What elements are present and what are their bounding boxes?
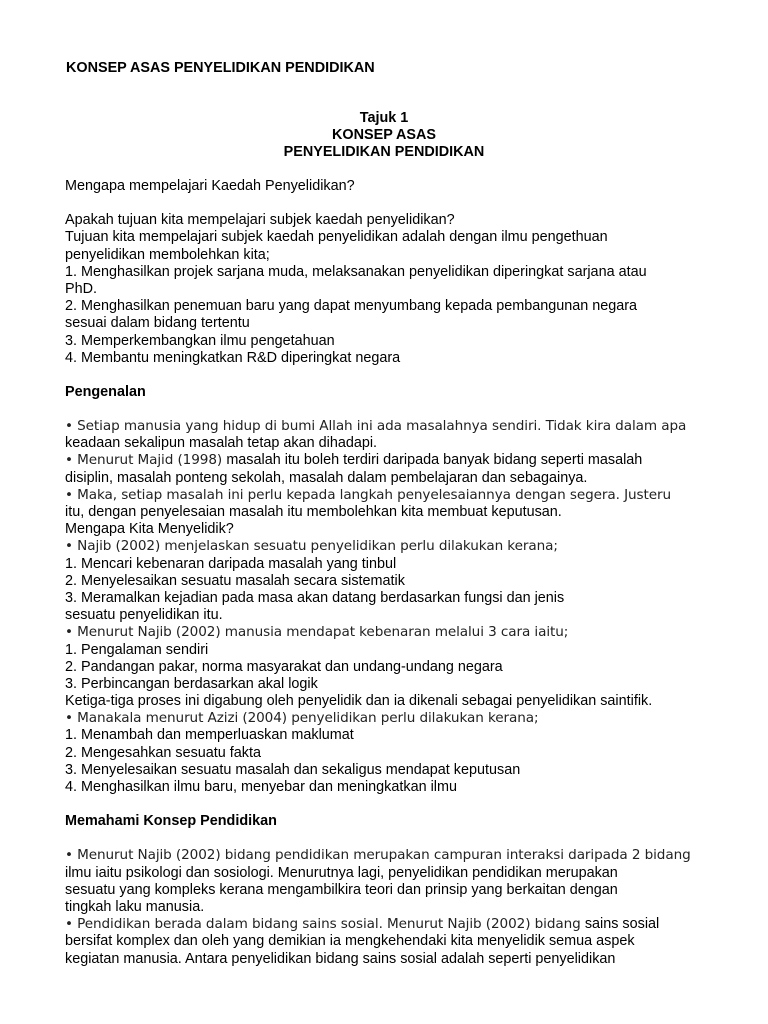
pengenalan-line-text: 1. Mencari kebenaran daripada masalah yang tinbul — [65, 555, 397, 572]
pengenalan-line — [65, 504, 715, 521]
pengenalan-line-text: 3. Perbincangan berdasarkan akal logik — [65, 675, 318, 692]
intro-line: sesuai dalam bidang tertentu — [65, 315, 250, 332]
memahami-line-text: tingkah laku manusia. — [65, 898, 205, 915]
intro-line: Tujuan kita mempelajari subjek kaedah penyelidikan adalah dengan ilmu pengethuan — [65, 229, 608, 246]
pengenalan-line — [65, 607, 715, 624]
intro-line: penyelidikan membolehkan kita; — [65, 246, 270, 263]
pengenalan-line-text: 3. Menyelesaikan sesuatu masalah dan sekaligus mendapat keputusan — [65, 761, 521, 778]
pengenalan-line-text: 3. Meramalkan kejadian pada masa akan datang berdasarkan fungsi dan jenis — [65, 589, 565, 606]
memahami-line — [65, 865, 715, 882]
pengenalan-line-text: 2. Pandangan pakar, norma masyarakat dan undang-undang negara — [65, 658, 503, 675]
pengenalan-line-lead-text: • Manakala menurut Azizi (2004) penyelidikan perlu dilakukan kerana; — [65, 710, 539, 727]
pengenalan-line — [65, 590, 715, 607]
pengenalan-line — [65, 538, 715, 555]
memahami-section — [65, 847, 715, 967]
title-block — [0, 110, 768, 161]
pengenalan-line-text: masalah itu boleh terdiri daripada banyak bidang seperti masalah — [226, 452, 643, 469]
pengenalan-line-text: itu, dengan penyelesaian masalah itu membolehkan kita membuat keputusan. — [65, 504, 562, 520]
pengenalan-line — [65, 727, 715, 744]
section-heading-memahami: Memahami Konsep Pendidikan — [65, 813, 277, 830]
pengenalan-line — [65, 470, 715, 487]
pengenalan-line-text: 4. Menghasilkan ilmu baru, menyebar dan meningkatkan ilmu — [65, 779, 457, 795]
pengenalan-line-text: 1. Pengalaman sendiri — [65, 641, 209, 658]
section-heading-pengenalan: Pengenalan — [65, 383, 146, 400]
memahami-line-text: ilmu iaitu psikologi dan sosiologi. Menurutnya lagi, penyelidikan pendidikan merupakan — [65, 864, 618, 881]
pengenalan-line — [65, 659, 715, 676]
memahami-line-lead-text: • Menurut Najib (2002) bidang pendidikan merupakan campuran interaksi daripada 2 bidang — [65, 847, 691, 864]
intro-line: 1. Menghasilkan projek sarjana muda, melaksanakan penyelidikan diperingkat sarjana atau — [65, 263, 647, 280]
pengenalan-line-text: Ketiga-tiga proses ini digabung oleh penyelidik dan ia dikenali sebagai penyelidikan saintifik. — [65, 693, 653, 710]
pengenalan-line-text: Mengapa Kita Menyelidik? — [65, 521, 234, 538]
memahami-line-text: sains sosial — [584, 916, 660, 933]
pengenalan-line — [65, 556, 715, 573]
pengenalan-line — [65, 573, 715, 590]
pengenalan-line — [65, 521, 715, 538]
pengenalan-line-lead-text: • Najib (2002) menjelaskan sesuatu penyelidikan perlu dilakukan kerana; — [65, 538, 558, 555]
memahami-line — [65, 882, 715, 899]
pengenalan-line-lead-text: • Menurut Majid (1998) — [65, 452, 227, 469]
document-header: KONSEP ASAS PENYELIDIKAN PENDIDIKAN — [66, 60, 375, 76]
pengenalan-section — [65, 418, 715, 796]
pengenalan-line-text: 2. Menyelesaikan sesuatu masalah secara sistematik — [65, 572, 405, 589]
pengenalan-line-lead-text: • Setiap manusia yang hidup di bumi Allah ini ada masalahnya sendiri. Tidak kira dalam apa — [65, 418, 687, 435]
pengenalan-line-text: 1. Menambah dan memperluaskan maklumat — [65, 727, 354, 744]
pengenalan-line-lead-text: • Maka, setiap masalah ini perlu kepada langkah penyelesaiannya dengan segera. Justeru — [65, 486, 671, 503]
pengenalan-line — [65, 435, 715, 452]
pengenalan-line — [65, 693, 715, 710]
pengenalan-line-lead-text: • Menurut Najib (2002) manusia mendapat kebenaran melalui 3 cara iaitu; — [65, 624, 569, 641]
title-line: Tajuk 1 — [359, 110, 409, 126]
pengenalan-line — [65, 418, 715, 435]
memahami-line-lead-text: • Pendidikan berada dalam bidang sains sosial. Menurut Najib (2002) bidang — [65, 916, 585, 933]
pengenalan-line — [65, 487, 715, 504]
pengenalan-line-text: sesuatu penyelidikan itu. — [65, 607, 223, 624]
memahami-line — [65, 899, 715, 916]
intro-line: 4. Membantu meningkatkan R&D diperingkat negara — [65, 349, 401, 366]
pengenalan-line — [65, 452, 715, 469]
pengenalan-line — [65, 624, 715, 641]
memahami-line — [65, 847, 715, 864]
pengenalan-line-text: keadaan sekalipun masalah tetap akan dihadapi. — [65, 435, 378, 452]
memahami-line — [65, 916, 715, 933]
intro-line: 2. Menghasilkan penemuan baru yang dapat menyumbang kepada pembangunan negara — [65, 298, 638, 315]
pengenalan-line — [65, 762, 715, 779]
pengenalan-line-text: 2. Mengesahkan sesuatu fakta — [65, 744, 262, 761]
pengenalan-line — [65, 676, 715, 693]
intro-question: Mengapa mempelajari Kaedah Penyelidikan? — [65, 178, 355, 194]
pengenalan-line — [65, 710, 715, 727]
title-line: KONSEP ASAS — [332, 127, 436, 143]
pengenalan-line — [65, 779, 715, 796]
memahami-line — [65, 951, 715, 968]
memahami-line — [65, 933, 715, 950]
memahami-line-text: kegiatan manusia. Antara penyelidikan bidang sains sosial adalah seperti penyelidikan — [65, 950, 616, 967]
title-line: PENYELIDIKAN PENDIDIKAN — [283, 144, 485, 160]
intro-line: 3. Memperkembangkan ilmu pengetahuan — [65, 332, 335, 349]
intro-section — [65, 212, 715, 367]
memahami-line-text: bersifat komplex dan oleh yang demikian ia mengkehendaki kita menyelidik semua aspek — [65, 933, 635, 950]
pengenalan-line — [65, 745, 715, 762]
intro-line: Apakah tujuan kita mempelajari subjek kaedah penyelidikan? — [65, 212, 455, 229]
intro-line: PhD. — [65, 280, 97, 297]
document-body — [65, 178, 715, 968]
pengenalan-line — [65, 642, 715, 659]
memahami-line-text: sesuatu yang kompleks kerana mengambilkira teori dan prinsip yang berkaitan dengan — [65, 881, 618, 898]
pengenalan-line-text: disiplin, masalah ponteng sekolah, masalah dalam pembelajaran dan sebagainya. — [65, 469, 588, 486]
